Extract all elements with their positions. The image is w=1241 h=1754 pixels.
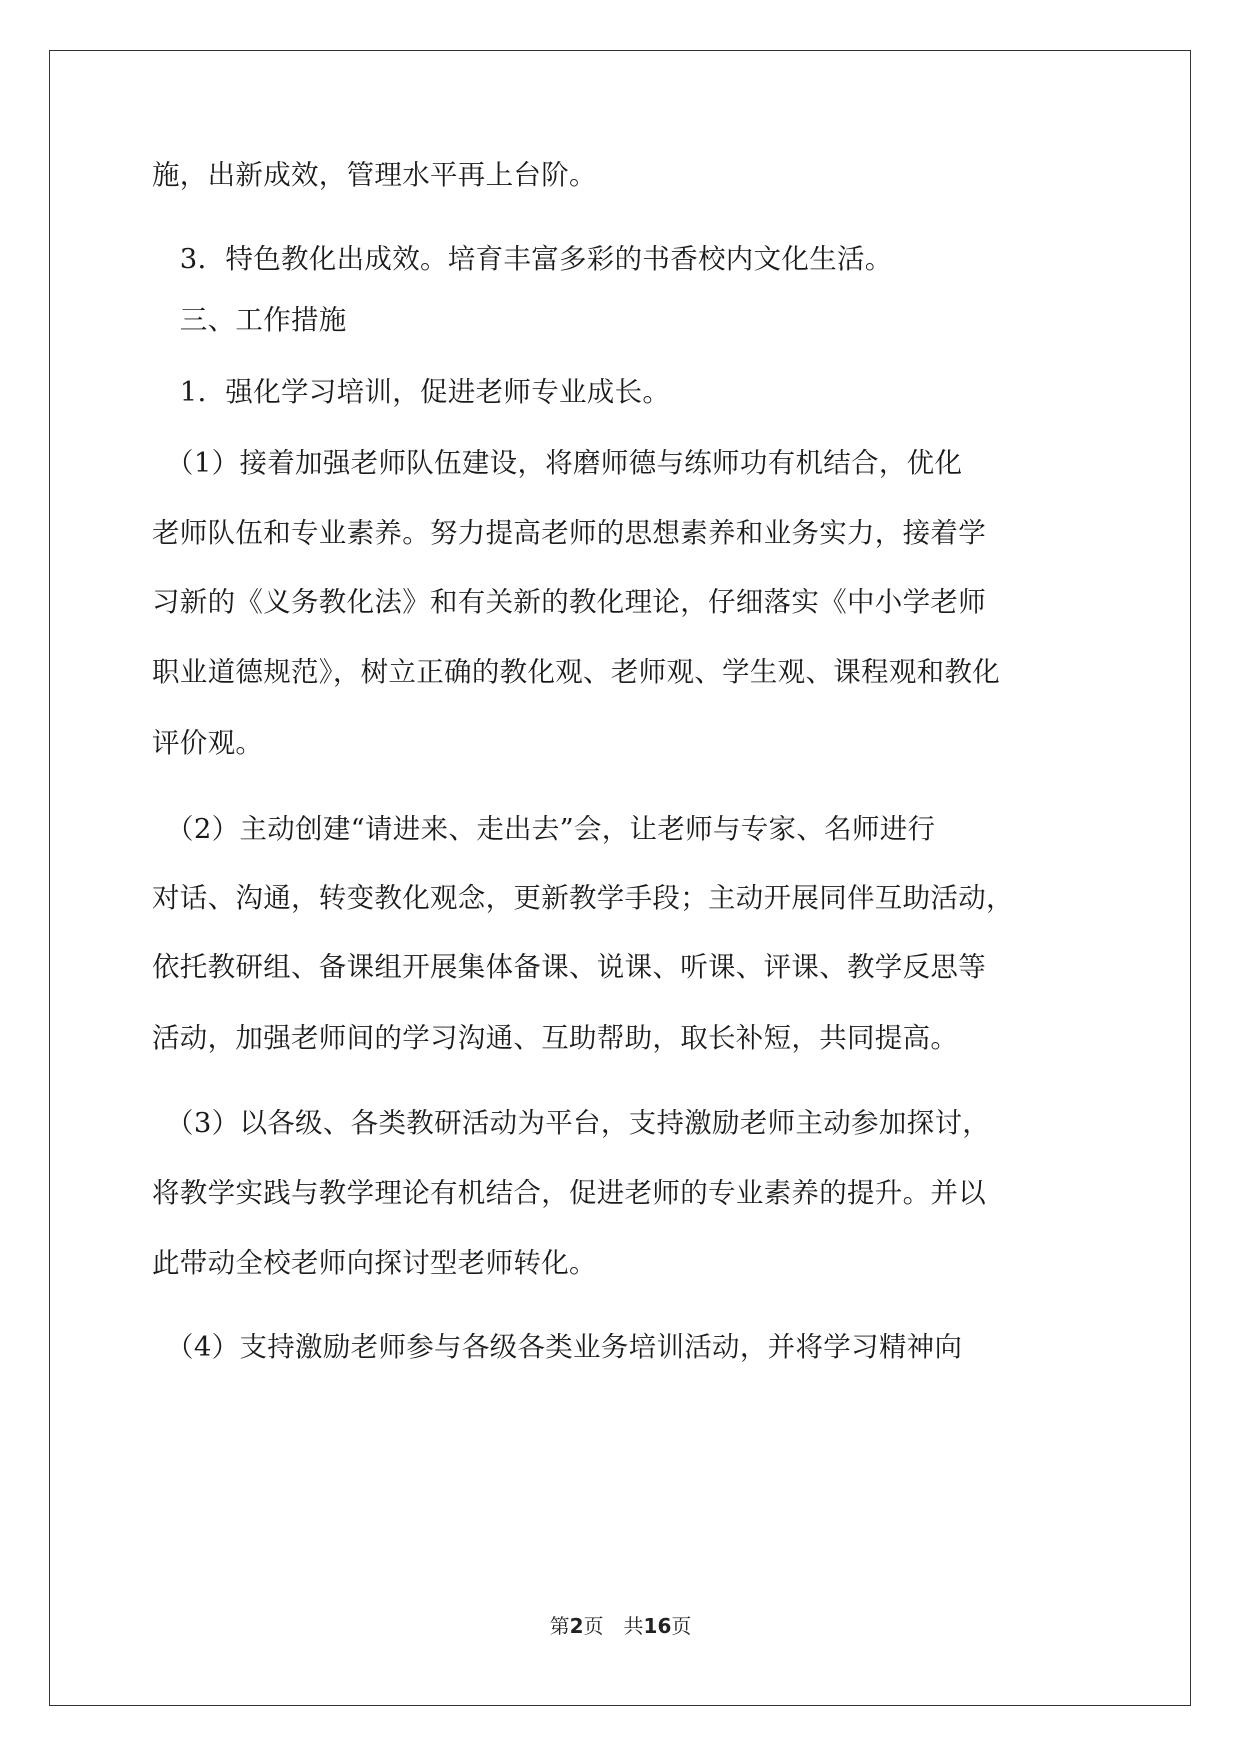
- text-line-5: （1）接着加强老师队伍建设，将磨师德与练师功有机结合，优化: [152, 447, 963, 479]
- page-prefix: 第: [549, 1614, 570, 1638]
- text-line-7: 习新的《义务教化法》和有关新的教化理论，仔细落实《中小学老师: [152, 586, 986, 618]
- total-suffix: 页: [671, 1614, 692, 1638]
- text-line-8: 职业道德规范》，树立正确的教化观、老师观、学生观、课程观和教化: [152, 656, 1001, 688]
- text-line-9: 评价观。: [152, 727, 264, 759]
- text-line-15: 将教学实践与教学理论有机结合，促进老师的专业素养的提升。并以: [152, 1177, 986, 1209]
- text-line-12: 依托教研组、备课组开展集体备课、说课、听课、评课、教学反思等: [152, 951, 986, 983]
- text-line-6: 老师队伍和专业素养。努力提高老师的思想素养和业务实力，接着学: [152, 517, 986, 549]
- text-line-17: （4）支持激励老师参与各级各类业务培训活动，并将学习精神向: [152, 1331, 963, 1363]
- text-line-10: （2）主动创建“请进来、走出去”会，让老师与专家、名师进行: [152, 813, 936, 845]
- text-line-11: 对话、沟通，转变教化观念，更新教学手段；主动开展同伴互助活动，: [152, 882, 1014, 914]
- page-footer: [0, 1614, 1241, 1638]
- page-suffix: 页: [583, 1614, 604, 1638]
- text-line-2: 3．特色教化出成效。培育丰富多彩的书香校内文化生活。: [152, 243, 893, 275]
- text-line-3: 三、工作措施: [152, 304, 347, 336]
- text-line-13: 活动，加强老师间的学习沟通、互助帮助，取长补短，共同提高。: [152, 1022, 959, 1054]
- text-line-1: 施，出新成效，管理水平再上台阶。: [152, 159, 597, 191]
- total-pages: 16: [643, 1614, 672, 1638]
- text-line-14: （3）以各级、各类教研活动为平台，支持激励老师主动参加探讨，: [152, 1107, 991, 1139]
- text-line-16: 此带动全校老师向探讨型老师转化。: [152, 1247, 597, 1279]
- text-line-4: 1．强化学习培训，促进老师专业成长。: [152, 376, 671, 408]
- page-number: 2: [569, 1614, 584, 1638]
- total-prefix: 共: [623, 1614, 644, 1638]
